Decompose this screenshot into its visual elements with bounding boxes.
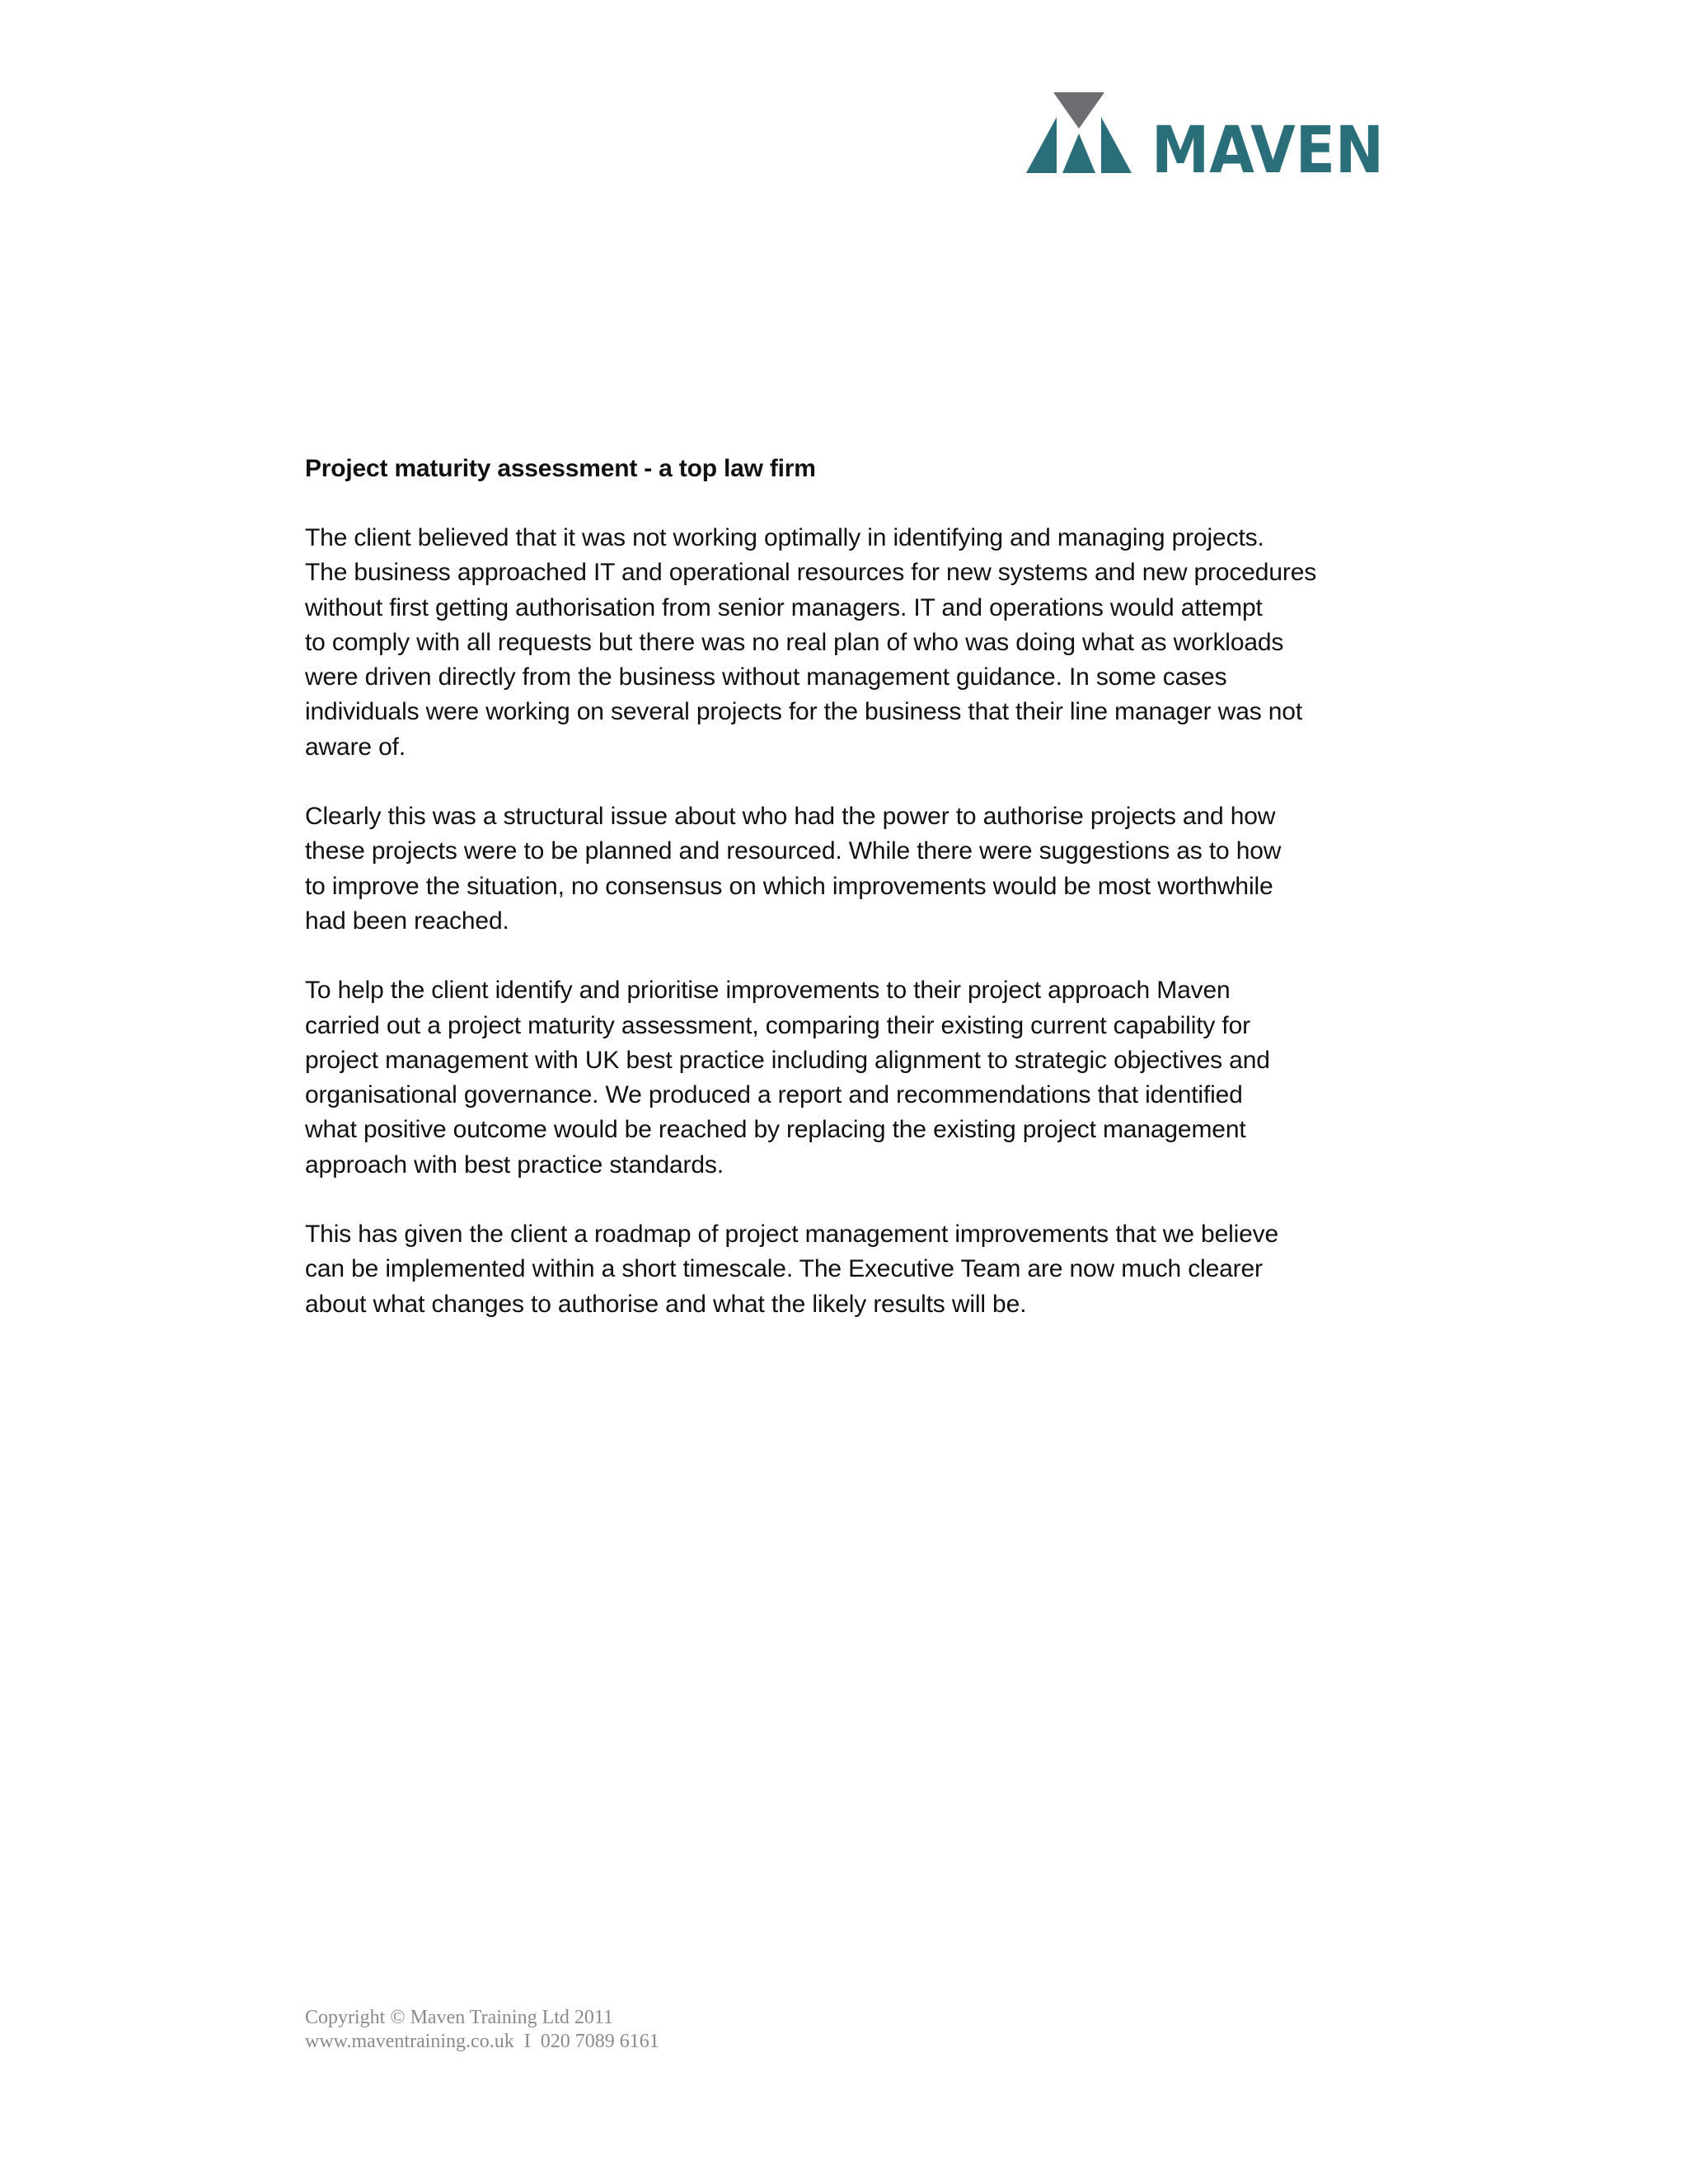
text-line: without first getting authorisation from senior managers. IT and operations would attempt [305,593,1263,621]
logo-right-triangle [1101,117,1132,173]
text-line: carried out a project maturity assessment, comparing their existing current capability for [305,1011,1250,1039]
text-line: to improve the situation, no consensus on which improvements would be most worthwhile [305,872,1273,900]
logo-left-triangle [1026,117,1057,173]
text-line: individuals were working on several projects for the business that their line manager was not [305,698,1303,726]
document-title: Project maturity assessment - a top law firm [305,455,816,482]
text-line: This has given the client a roadmap of project management improvements that we believe [305,1221,1279,1249]
text-line: project management with UK best practice including alignment to strategic objectives and [305,1046,1270,1074]
text-line: can be implemented within a short timescale. The Executive Team are now much clearer [305,1255,1263,1283]
paragraph-issue [305,799,1401,939]
text-line: to comply with all requests but there was no real plan of who was doing what as workloads [305,628,1284,656]
text-line: The client believed that it was not working optimally in identifying and managing projects. [305,524,1264,551]
text-line: about what changes to authorise and what the likely results will be. [305,1290,1027,1318]
paragraph-background [305,521,1401,765]
text-line: To help the client identify and prioritise improvements to their project approach Maven [305,977,1231,1005]
document-body [305,452,1401,1357]
text-line: The business approached IT and operational resources for new systems and new procedures [305,559,1317,587]
logo-center-triangle [1062,134,1095,173]
text-line: approach with best practice standards. [305,1151,724,1179]
text-line: these projects were to be planned and resourced. While there were suggestions as to how [305,837,1282,865]
maven-logo [1026,91,1385,177]
text-line: aware of. [305,733,406,761]
contact-text: www.maventraining.co.uk I 020 7089 6161 [305,2031,659,2052]
text-line: had been reached. [305,907,509,935]
text-line: organisational governance. We produced a report and recommendations that identified [305,1081,1243,1109]
text-line: what positive outcome would be reached by replacing the existing project management [305,1116,1246,1144]
page-footer [305,2006,659,2054]
text-line: Clearly this was a structural issue about who had the power to authorise projects and how [305,803,1276,831]
maven-logo-icon [1026,91,1385,177]
text-line: were driven directly from the business without management guidance. In some cases [305,663,1227,691]
paragraph-approach [305,973,1401,1183]
copyright-text: Copyright © Maven Training Ltd 2011 [305,2007,614,2028]
logo-grey-triangle [1053,92,1104,129]
logo-wordmark: MAVEN [1151,114,1384,177]
paragraph-outcome [305,1217,1401,1322]
